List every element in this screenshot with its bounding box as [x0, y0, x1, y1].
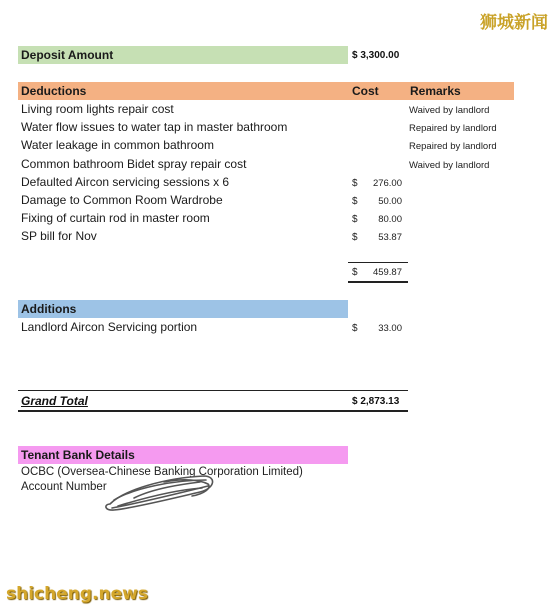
cost-header: Cost: [352, 84, 379, 98]
addition-currency: $: [352, 323, 358, 334]
deduction-currency: $: [352, 214, 358, 225]
deduction-remark: Repaired by landlord: [409, 141, 497, 152]
deduction-remark: Repaired by landlord: [409, 123, 497, 134]
grand-total-label: Grand Total: [21, 394, 88, 408]
deduction-label: SP bill for Nov: [21, 229, 97, 243]
deduction-currency: $: [352, 232, 358, 243]
remarks-header: Remarks: [410, 84, 461, 98]
addition-amount: 33.00: [378, 323, 402, 334]
bank-name: OCBC (Oversea-Chinese Banking Corporation Limited): [21, 466, 303, 478]
deduction-label: Water leakage in common bathroom: [21, 138, 214, 152]
additions-header: Additions: [21, 302, 77, 316]
deduction-amount: 276.00: [372, 178, 402, 189]
deduction-label: Common bathroom Bidet spray repair cost: [21, 157, 247, 171]
deduction-label: Damage to Common Room Wardrobe: [21, 193, 223, 207]
addition-label: Landlord Aircon Servicing portion: [21, 320, 198, 334]
watermark-bottom: shicheng.news: [6, 584, 148, 604]
deductions-header: Deductions: [21, 84, 87, 98]
deduction-label: Water flow issues to water tap in master bathroom: [21, 120, 288, 134]
deduction-label: Defaulted Aircon servicing sessions x 6: [21, 175, 230, 189]
deduction-currency: $: [352, 196, 358, 207]
deduction-label: Living room lights repair cost: [21, 102, 174, 116]
deduction-amount: 80.00: [378, 214, 402, 225]
deduction-amount: 50.00: [378, 196, 402, 207]
deduction-label: Fixing of curtain rod in master room: [21, 211, 210, 225]
deduction-remark: Waived by landlord: [409, 160, 490, 171]
redaction-scribble: [104, 470, 216, 514]
deposit-label: Deposit Amount: [21, 48, 114, 62]
grand-total-top-rule: [18, 390, 408, 391]
deduction-amount: 53.87: [378, 232, 402, 243]
account-number-label: Account Number: [21, 481, 107, 493]
deduction-remark: Waived by landlord: [409, 105, 490, 116]
deposit-amount: $ 3,300.00: [352, 50, 400, 61]
subtotal-bottom-rule: [348, 281, 408, 283]
subtotal-amount: 459.87: [372, 267, 402, 278]
bank-header: Tenant Bank Details: [21, 448, 135, 462]
grand-total-amount: $ 2,873.13: [352, 396, 400, 407]
subtotal-top-rule: [348, 262, 408, 263]
deduction-currency: $: [352, 178, 358, 189]
subtotal-currency: $: [352, 267, 358, 278]
grand-total-bottom-rule: [18, 410, 408, 412]
watermark-top: 狮城新闻: [480, 13, 548, 33]
